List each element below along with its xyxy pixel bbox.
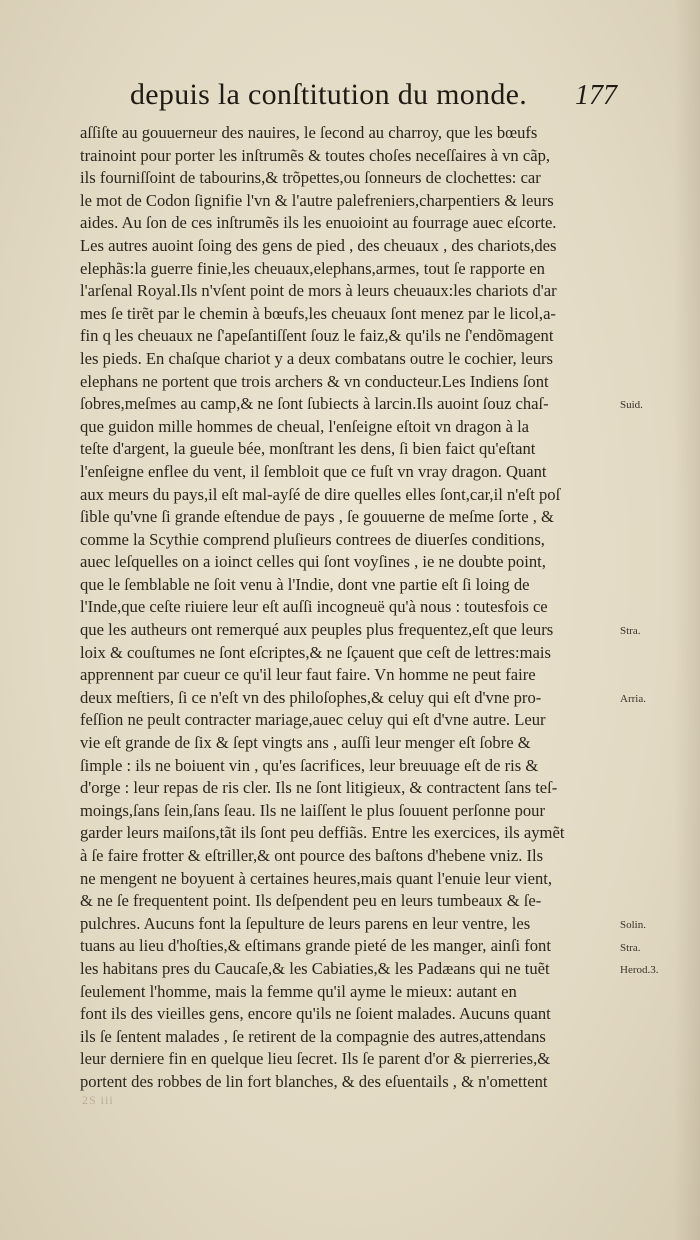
text-line: ne mengent ne boyuent à certaines heures,mais quant l'enuie leur vient, xyxy=(80,868,553,888)
text-line: d'orge : leur repas de ris cler. Ils ne ſont litigieux, & contractent ſans teſ- xyxy=(80,778,558,798)
text-line: ſeulement l'homme, mais la femme qu'il ayme le mieux: autant en xyxy=(80,981,517,1001)
page-header xyxy=(0,70,700,120)
text-line: que le ſemblable ne ſoit venu à l'Indie, dont vne partie eſt ſi loing de xyxy=(80,574,530,594)
text-line: teſte d'argent, la gueule bée, monſtrant les dens, ſi bien faict qu'eſtant xyxy=(80,439,536,459)
text-line: que guidon mille hommes de cheual, l'enſeigne eſtoit vn dragon à la xyxy=(80,416,530,436)
margin-note: Stra. xyxy=(620,625,641,638)
text-line: loix & couſtumes ne ſont eſcriptes,& ne ſçauent que ceſt de lettres:mais xyxy=(80,642,551,662)
text-line: aſſiſte au gouuerneur des nauires, le ſecond au charroy, que les bœufs xyxy=(80,123,538,142)
text-line: les habitans pres du Caucaſe,& les Cabiaties,& les Padæans qui ne tuẽt xyxy=(80,958,550,978)
text-line: les pieds. En chaſque chariot y a deux combatans outre le cochier, leurs xyxy=(80,348,554,368)
text-line: & ne ſe frequentent point. Ils deſpendent peu en leurs tumbeaux & ſe- xyxy=(80,891,542,911)
text-line: l'Inde,que ceſte riuiere leur eſt auſſi incogneuë qu'à nous : toutesfois ce xyxy=(80,597,548,617)
margin-note: Herod.3. xyxy=(620,964,659,977)
margin-note: Suid. xyxy=(620,399,643,412)
text-line: deux meſtiers, ſi ce n'eſt vn des philoſophes,& celuy qui eſt d'vne pro- xyxy=(80,687,542,707)
text-line: fin q les cheuaux ne ſ'apeſantiſſent ſouz le faiz,& qu'ils ne ſ'endõmagent xyxy=(80,326,554,346)
text-line: Les autres auoint ſoing des gens de pied , des cheuaux , des chariots,des xyxy=(80,235,557,255)
text-line: ſible qu'vne ſi grande eſtendue de pays , ſe gouuerne de meſme ſorte , & xyxy=(80,507,554,527)
text-line: vie eſt grande de ſix & ſept vingts ans , auſſi leur menger eſt ſobre & xyxy=(80,733,531,753)
margin-note: Solin. xyxy=(620,919,646,931)
margin-note: Arria. xyxy=(620,693,646,705)
text-line: leur derniere fin en quelque lieu ſecret. Ils ſe parent d'or & pierreries,& xyxy=(80,1049,551,1069)
signature-mark: 2S iii xyxy=(82,1093,114,1107)
text-line: portent des robbes de lin fort blanches, & des eſuentails , & n'omettent xyxy=(80,1071,548,1091)
text-line: moings,ſans ſein,ſans ſeau. Ils ne laiſſent le plus ſouuent perſonne pour xyxy=(80,800,545,820)
page-edge-shadow xyxy=(674,0,700,1240)
text-line: que les autheurs ont remerqué aux peuples plus frequentez,eſt que leurs xyxy=(80,620,554,640)
text-line: apprennent par cueur ce qu'il leur faut faire. Vn homme ne peut faire xyxy=(80,665,536,685)
text-line: elephans ne portent que trois archers & vn conducteur.Les Indiens ſont xyxy=(80,371,549,391)
text-line: comme la Scythie comprend pluſieurs contrees de diuerſes conditions, xyxy=(80,529,545,549)
text-line: ils ſe ſentent malades , ſe retirent de la compagnie des autres,attendans xyxy=(80,1026,546,1046)
text-line: le mot de Codon ſignifie l'vn & l'autre palefreniers,charpentiers & leurs xyxy=(80,190,554,210)
text-line: tuans au lieu d'hoſties,& eſtimans grande pieté de les manger, ainſi font xyxy=(80,936,551,956)
text-line: auec leſquelles on a ioinct celles qui ſont voyſines , ie ne doubte point, xyxy=(80,552,546,572)
text-line: aides. Au ſon de ces inſtrumẽs ils les enuoioint au fourrage auec eſcorte. xyxy=(80,213,557,233)
text-line: ſobres,meſmes au camp,& ne ſont ſubiects à larcin.Ils auoint ſouz chaſ- xyxy=(80,394,549,414)
margin-note: Stra. xyxy=(620,941,641,954)
text-line: trainoint pour porter les inſtrumẽs & toutes choſes neceſſaires à vn cãp, xyxy=(80,145,551,165)
text-line: l'enſeigne enflee du vent, il ſembloit que ce fuſt vn vray dragon. Quant xyxy=(80,461,547,481)
text-line: ſimple : ils ne boiuent vin , qu'es ſacrifices, leur breuuage eſt de ris & xyxy=(80,755,539,775)
text-line: l'arſenal Royal.Ils n'vſent point de mors à leurs cheuaux:les chariots d'ar xyxy=(80,281,557,301)
text-line: font ils des vieilles gens, encore qu'ils ne ſoient malades. Aucuns quant xyxy=(80,1004,551,1024)
text-line: garder leurs maiſons,tãt ils ſont peu deffiãs. Entre les exercices, ils aymẽt xyxy=(80,823,565,843)
page-number: 177 xyxy=(575,80,617,111)
text-line: pulchres. Aucuns font la ſepulture de leurs parens en leur ventre, les xyxy=(80,913,531,933)
body-text xyxy=(80,122,615,1094)
text-line: ils fourniſſoint de tabourins,& trõpettes,ou ſonneurs de clochettes: car xyxy=(80,168,541,188)
text-line: mes ſe tirẽt par le chemin à bœufs,les cheuaux ſont menez par le licol,a- xyxy=(80,303,556,323)
running-title: depuis la conſtitution du monde. xyxy=(130,78,528,111)
text-line: feſſion ne peult contracter mariage,auec celuy qui eſt d'vne autre. Leur xyxy=(80,710,546,730)
text-line: elephãs:la guerre finie,les cheuaux,elephans,armes, tout ſe rapporte en xyxy=(80,258,545,278)
text-line: à ſe faire frotter & eſtriller,& ont pource des baſtons d'hebene vniz. Ils xyxy=(80,846,544,865)
text-line: aux meurs du pays,il eſt mal-ayſé de dire quelles elles ſont,car,il n'eſt poſ xyxy=(80,484,561,504)
